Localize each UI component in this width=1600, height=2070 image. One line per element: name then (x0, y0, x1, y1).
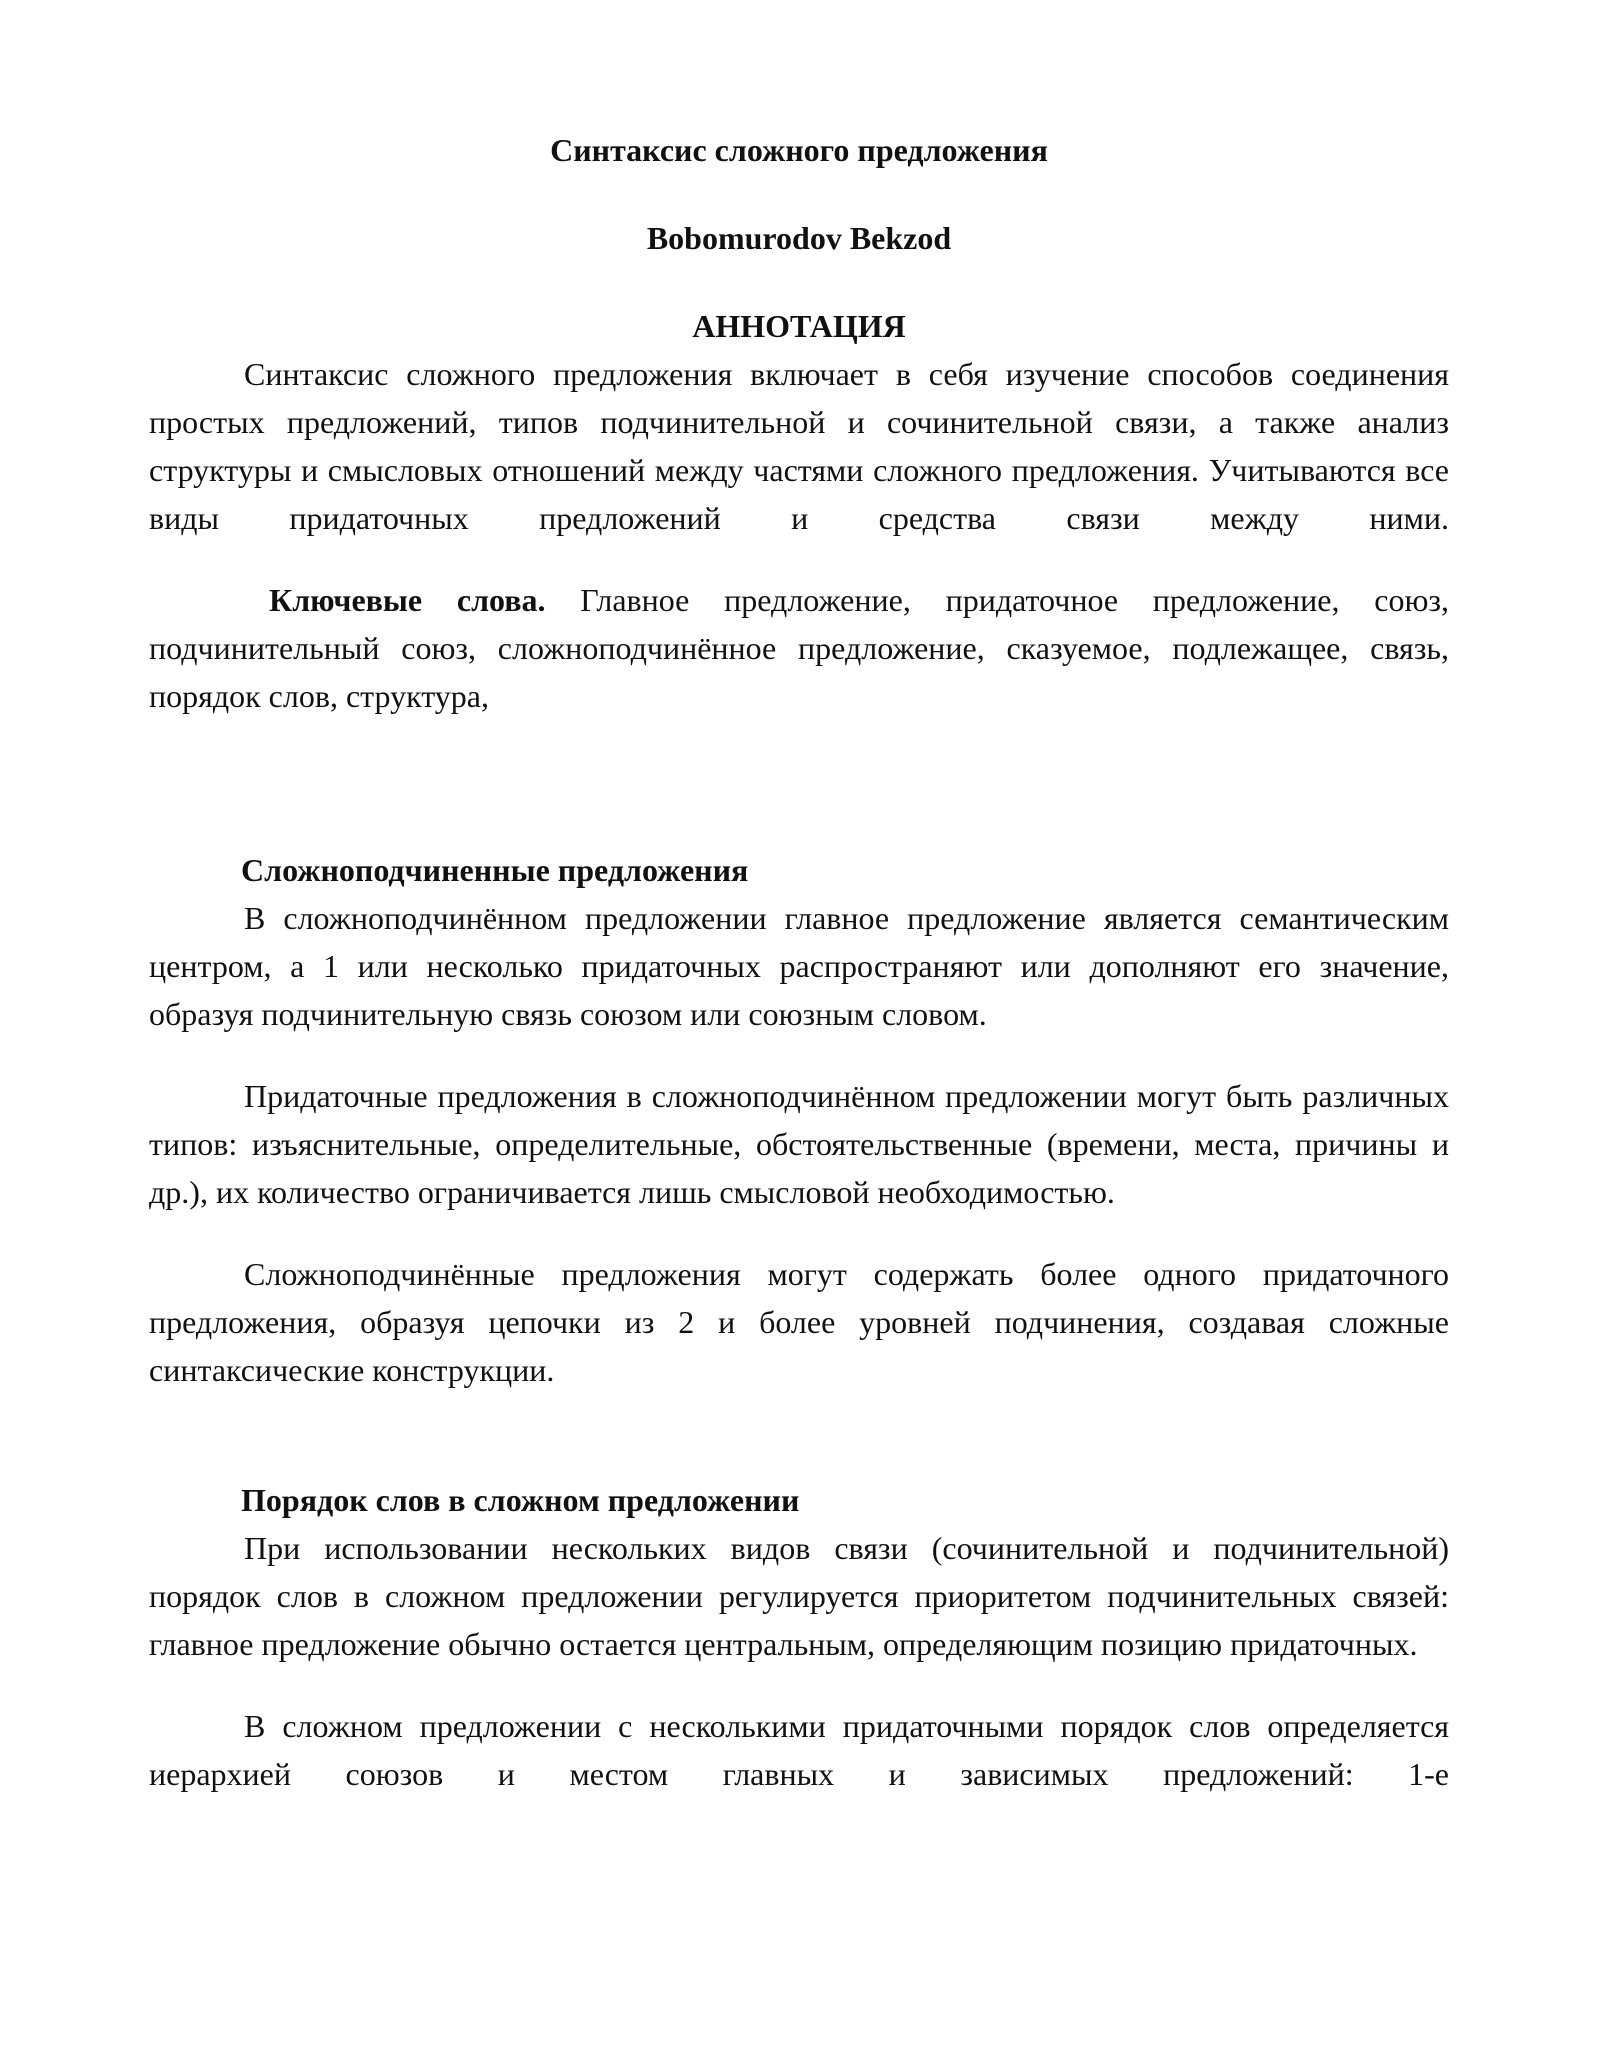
document-body (149, 126, 1449, 1798)
section1-paragraph-2: Придаточные предложения в сложноподчинённом предложении могут быть различных типов: изъяснительные, определительные, обстоятельственные (времени, места, причины и др.), их количество ограничивается лишь смысловой необходимостью. (149, 1078, 1449, 1210)
section1-paragraph-3: Сложноподчинённые предложения могут содержать более одного придаточного предложения, образуя цепочки из 2 и более уровней подчинения, создавая сложные синтаксические конструкции. (149, 1256, 1449, 1388)
keywords-paragraph (149, 576, 1449, 720)
section2-paragraph-1: При использовании нескольких видов связи (сочинительной и подчинительной) порядок слов в сложном предложении регулируется приоритетом подчинительных связей: главное предложение обычно остается центральным, определяющим позицию придаточных. (149, 1530, 1449, 1662)
keywords-text: Главное предложение, придаточное предложение, союз, подчинительный союз, сложноподчинённое предложение, сказуемое, подлежащее, связь, порядок слов, структура, (149, 582, 1450, 714)
document-title: Синтаксис сложного предложения (550, 132, 1048, 168)
annotation-heading: АННОТАЦИЯ (692, 308, 906, 344)
section-heading-complex-sentences: Сложноподчиненные предложения (241, 852, 749, 888)
section2-paragraph-2: В сложном предложении с несколькими придаточными порядок слов определяется иерархией союзов и местом главных и зависимых предложений: 1-е (149, 1708, 1449, 1792)
annotation-paragraph: Синтаксис сложного предложения включает в себя изучение способов соединения простых предложений, типов подчинительной и сочинительной связи, а также анализ структуры и смысловых отношений между частями сложного предложения. Учитываются все виды придаточных предложений и средства связи между ними. (149, 356, 1449, 536)
author-name: Bobomurodov Bekzod (646, 220, 952, 256)
section-heading-word-order: Порядок слов в сложном предложении (241, 1482, 800, 1518)
section1-paragraph-1: В сложноподчинённом предложении главное предложение является семантическим центром, а 1 или несколько придаточных распространяют или дополняют его значение, образуя подчинительную связь союзом или союзным словом. (149, 900, 1449, 1032)
keywords-label: Ключевые слова. (269, 582, 546, 618)
